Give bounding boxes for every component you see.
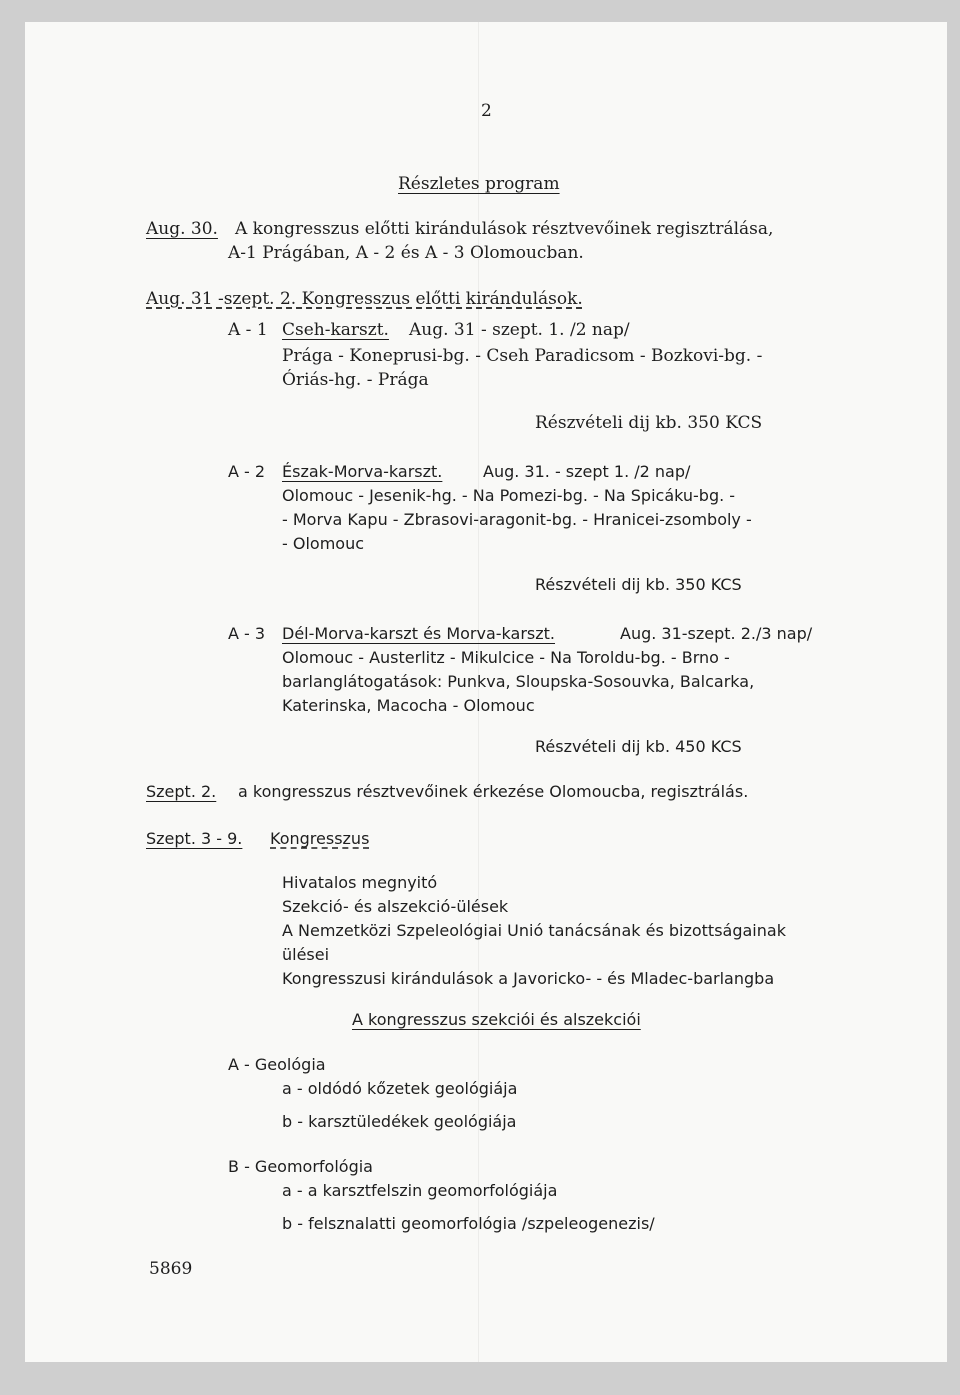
aug30-line1: A kongresszus előtti kirándulások résztvevőinek regisztrálása, xyxy=(235,219,774,239)
section-a-item: b - karsztüledékek geológiája xyxy=(282,1112,517,1131)
a2-route-2: - Morva Kapu - Zbrasovi-aragonit-bg. - Hranicei-zsomboly - xyxy=(282,510,752,529)
a2-fee: Részvételi dij kb. 350 KCS xyxy=(535,575,742,594)
congress-date: Szept. 3 - 9. xyxy=(146,829,243,848)
a2-route-3: - Olomouc xyxy=(282,534,364,553)
a1-title: Cseh-karszt. xyxy=(282,320,389,340)
a3-title: Dél-Morva-karszt és Morva-karszt. xyxy=(282,624,556,643)
aug30-date: Aug. 30. xyxy=(146,219,218,239)
page-number: 2 xyxy=(481,101,492,121)
a2-title: Észak-Morva-karszt. xyxy=(282,462,443,481)
footer-code: 5869 xyxy=(149,1259,193,1279)
aug31-header: Aug. 31 -szept. 2. Kongresszus előtti kirándulások. xyxy=(146,289,583,309)
a3-dates: Aug. 31-szept. 2./3 nap/ xyxy=(620,624,813,643)
aug30-line2: A-1 Prágában, A - 2 és A - 3 Olomoucban. xyxy=(228,243,584,263)
page-heading: Részletes program xyxy=(398,174,560,194)
congress-item: Hivatalos megnyitó xyxy=(282,873,438,892)
congress-item: Szekció- és alszekció-ülések xyxy=(282,897,509,916)
a2-dates: Aug. 31. - szept 1. /2 nap/ xyxy=(483,462,691,481)
a3-route-3: Katerinska, Macocha - Olomouc xyxy=(282,696,535,715)
congress-item: Kongresszusi kirándulások a Javoricko- - és Mladec-barlangba xyxy=(282,969,775,988)
a3-route-2: barlanglátogatások: Punkva, Sloupska-Sosouvka, Balcarka, xyxy=(282,672,755,691)
a1-prefix: A - 1 xyxy=(228,320,268,340)
a1-route-1: Prága - Koneprusi-bg. - Cseh Paradicsom - Bozkovi-bg. - xyxy=(282,346,763,366)
section-b-title: B - Geomorfológia xyxy=(228,1157,373,1176)
szept2-date: Szept. 2. xyxy=(146,782,217,801)
congress-item: A Nemzetközi Szpeleológiai Unió tanácsának és bizottságainak xyxy=(282,921,786,940)
congress-title: Kongresszus xyxy=(270,829,370,848)
a2-route-1: Olomouc - Jesenik-hg. - Na Pomezi-bg. - Na Spicáku-bg. - xyxy=(282,486,736,505)
a1-dates: Aug. 31 - szept. 1. /2 nap/ xyxy=(409,320,630,340)
szept2-text: a kongresszus résztvevőinek érkezése Olomoucba, regisztrálás. xyxy=(238,782,749,801)
sections-heading: A kongresszus szekciói és alszekciói xyxy=(352,1010,641,1029)
a2-prefix: A - 2 xyxy=(228,462,266,481)
a1-fee: Részvételi dij kb. 350 KCS xyxy=(535,413,763,433)
a3-fee: Részvételi dij kb. 450 KCS xyxy=(535,737,742,756)
a1-route-2: Óriás-hg. - Prága xyxy=(282,370,429,390)
section-a-item: a - oldódó kőzetek geológiája xyxy=(282,1079,518,1098)
section-a-title: A - Geológia xyxy=(228,1055,326,1074)
a3-route-1: Olomouc - Austerlitz - Mikulcice - Na Toroldu-bg. - Brno - xyxy=(282,648,730,667)
section-b-item: b - felsznalatti geomorfológia /szpeleogenezis/ xyxy=(282,1214,655,1233)
congress-item: ülései xyxy=(282,945,330,964)
section-b-item: a - a karsztfelszin geomorfológiája xyxy=(282,1181,558,1200)
a3-prefix: A - 3 xyxy=(228,624,266,643)
